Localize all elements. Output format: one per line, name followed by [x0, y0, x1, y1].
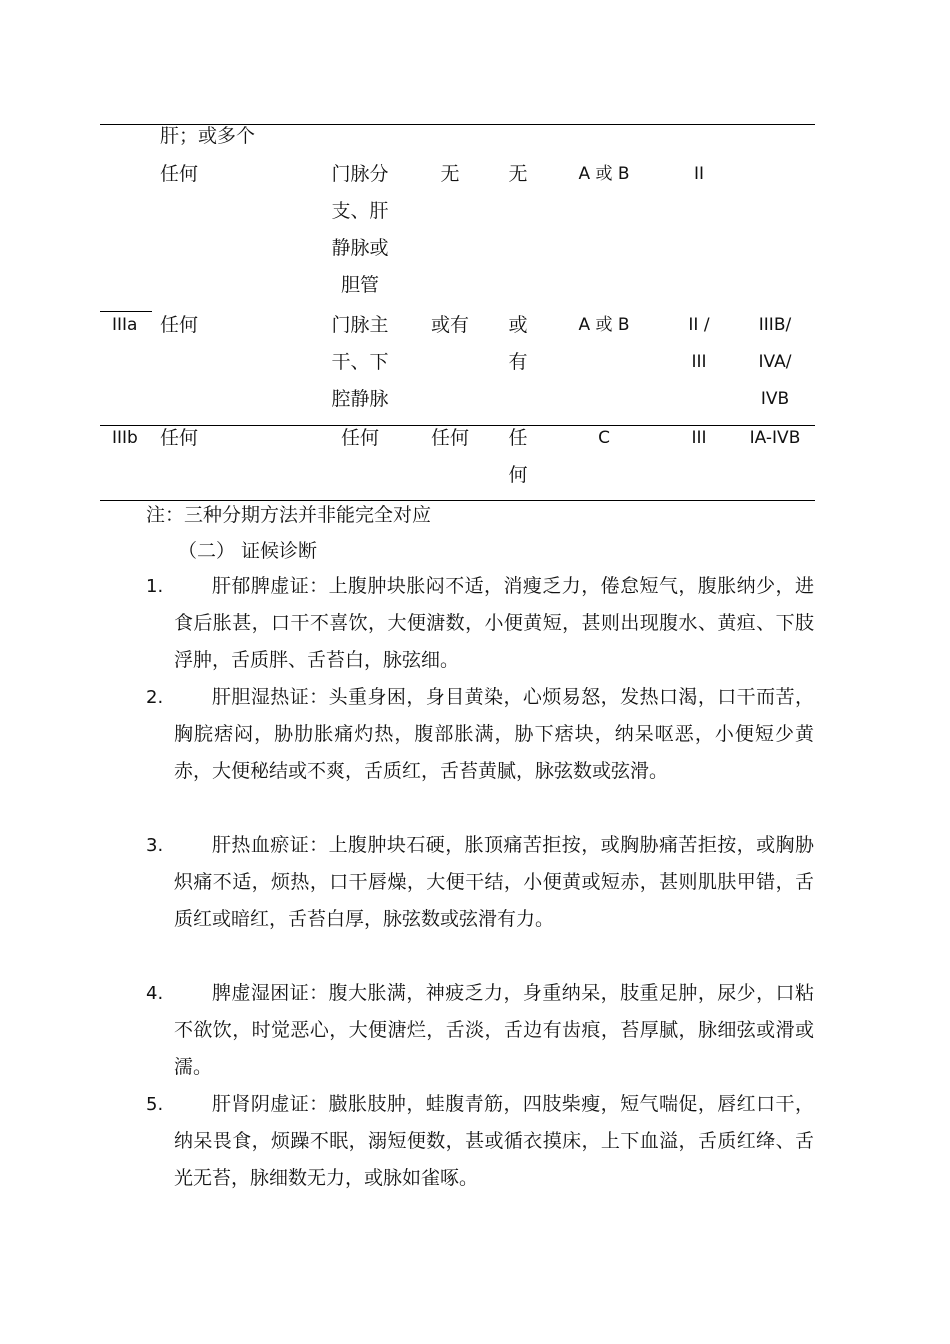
list-item-number: 3. [146, 835, 164, 856]
table-cell-t: 任何 [160, 427, 199, 449]
list-item-number: 1. [146, 576, 164, 597]
table-cell-m: 任 何 [508, 427, 528, 486]
table-cell-vessel: 任何 [340, 427, 379, 449]
table-cell-n: 或有 [430, 314, 469, 336]
table-cell-m: 或 有 [508, 314, 528, 373]
list-item-text: 肝热血瘀证：上腹肿块石硬，胀顶痛苦拒按，或胸胁痛苦拒按，或胸胁炽痛不适，烦热，口干唇燥，大便干结，小便黄或短赤，甚则肌肤甲错，舌质红或暗红，舌苔白厚，脉弦数或弦滑有力。 [174, 834, 814, 930]
table-cell-vessel: 门脉分 支、肝 静脉或 胆管 [331, 163, 389, 296]
table-cell-n: 任何 [430, 427, 469, 449]
table-cell-ps: II [693, 164, 705, 184]
section-title: （二） 证候诊断 [178, 540, 318, 562]
list-item-number: 4. [146, 983, 164, 1004]
table-cell-childpugh: A 或 B [578, 315, 630, 335]
table-cell-ps: III [691, 428, 707, 448]
table-cell-other: IA-IVB [749, 428, 801, 448]
list-item-text: 肝胆湿热证：头重身困，身目黄染，心烦易怒，发热口渴，口干而苦，胸脘痞闷，胁肋胀痛灼热，腹部胀满，胁下痞块，纳呆呕恶，小便短少黄赤，大便秘结或不爽，舌质红，舌苔黄腻，脉弦数或弦滑。 [174, 686, 814, 782]
table-cell-t: 任何 [160, 314, 199, 336]
list-item-number: 2. [146, 687, 164, 708]
table-cell-ps: II / III [688, 315, 710, 372]
table-cell-t: 任何 [160, 163, 199, 185]
list-item-number: 5. [146, 1094, 164, 1115]
table-cell-n: 无 [440, 163, 460, 185]
table-cell-childpugh: C [598, 428, 610, 448]
table-cell-m: 无 [508, 163, 528, 185]
table-cell-stage: IIIa [112, 315, 138, 335]
table-cell-stage: IIIb [112, 428, 138, 448]
list-item-text: 肝郁脾虚证：上腹肿块胀闷不适，消瘦乏力，倦怠短气，腹胀纳少，进食后胀甚，口干不喜饮，大便溏数，小便黄短，甚则出现腹水、黄疸、下肢浮肿，舌质胖、舌苔白，脉弦细。 [174, 575, 814, 671]
table-cell-childpugh: A 或 B [578, 164, 630, 184]
table-cell-vessel: 门脉主 干、下 腔静脉 [331, 314, 389, 410]
list-item-text: 肝肾阴虚证：臌胀肢肿，蛙腹青筋，四肢柴瘦，短气喘促，唇红口干，纳呆畏食，烦躁不眠，溺短便数，甚或循衣摸床，上下血溢，舌质红绛、舌光无苔，脉细数无力，或脉如雀啄。 [174, 1093, 814, 1189]
table-cell-other: IIIB/ IVA/ IVB [758, 315, 792, 409]
table-note: 注：三种分期方法并非能完全对应 [146, 504, 432, 526]
list-item-text: 脾虚湿困证：腹大胀满，神疲乏力，身重纳呆，肢重足肿，尿少，口粘不欲饮，时觉恶心，大便溏烂，舌淡，舌边有齿痕，苔厚腻，脉细弦或滑或濡。 [174, 982, 814, 1078]
table-cell-t: 肝；或多个 [160, 125, 256, 147]
